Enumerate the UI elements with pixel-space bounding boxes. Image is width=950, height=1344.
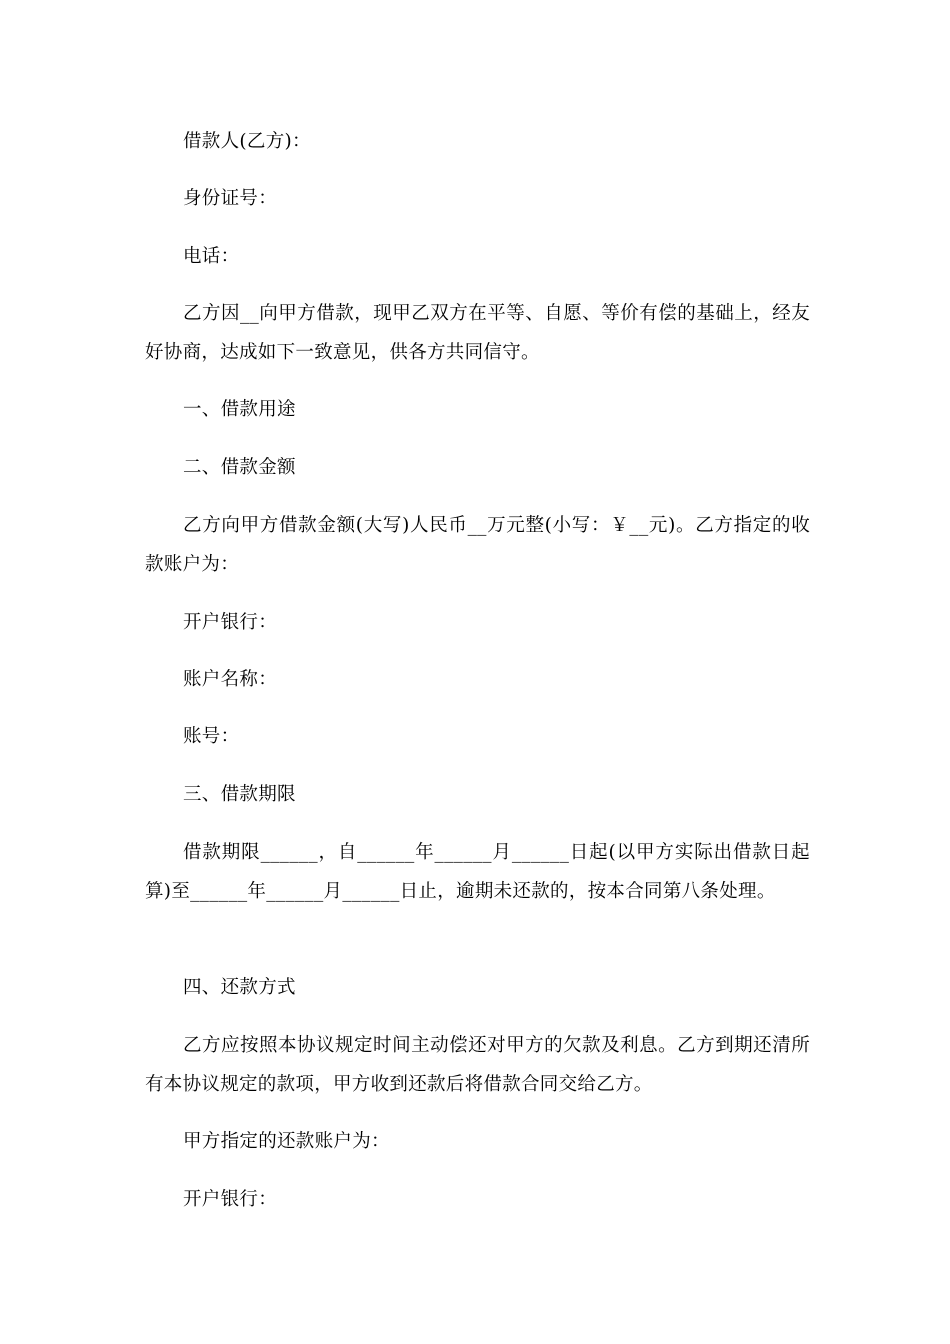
preamble-paragraph: 乙方因__向甲方借款，现甲乙双方在平等、自愿、等价有偿的基础上，经友好协商，达成如下一致意见，供各方共同信守。 [145, 303, 810, 363]
term-paragraph: 借款期限______，自______年______月______日起(以甲方实际出借款日起算)至______年______月______日止，逾期未还款的，按本合同第八条处理。 [145, 842, 810, 902]
repayment-bank-line: 开户银行： [183, 1189, 278, 1210]
amount-paragraph: 乙方向甲方借款金额(大写)人民币__万元整(小写：￥__元)。乙方指定的收款账户为： [145, 515, 810, 575]
phone-line: 电话： [183, 246, 240, 267]
section-heading-purpose: 一、借款用途 [183, 399, 296, 420]
repayment-account-line: 甲方指定的还款账户为： [183, 1131, 390, 1152]
receiving-bank-line: 开户银行： [183, 612, 278, 633]
section-heading-repayment: 四、还款方式 [183, 977, 296, 998]
section-heading-amount: 二、借款金额 [183, 457, 296, 478]
repayment-paragraph: 乙方应按照本协议规定时间主动偿还对甲方的欠款及利息。乙方到期还清所有本协议规定的款项，甲方收到还款后将借款合同交给乙方。 [145, 1035, 810, 1095]
account-number-line: 账号： [183, 726, 240, 747]
borrower-line: 借款人(乙方)： [183, 131, 311, 152]
id-number-line: 身份证号： [183, 188, 278, 209]
account-name-line: 账户名称： [183, 669, 278, 690]
section-heading-term: 三、借款期限 [183, 784, 296, 805]
